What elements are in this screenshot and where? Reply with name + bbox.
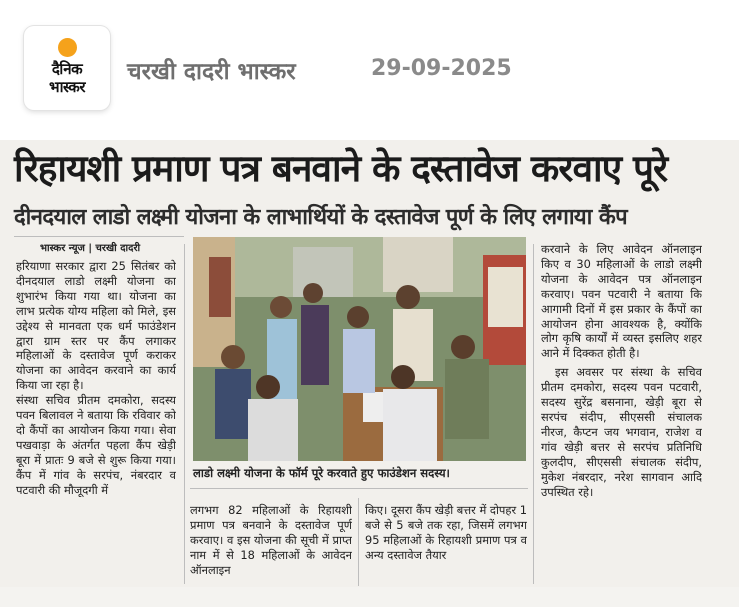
article-headline: रिहायशी प्रमाण पत्र बनवाने के दस्तावेज करवाए पूरे bbox=[14, 147, 668, 190]
article-photo bbox=[193, 237, 526, 461]
edition-name: चरखी दादरी भास्कर bbox=[127, 59, 296, 85]
article-column-2 bbox=[190, 503, 352, 587]
dainik-bhaskar-logo[interactable] bbox=[24, 26, 110, 110]
paragraph: संस्था सचिव प्रीतम दमकोरा, सदस्य पवन बिलावल ने बताया कि रविवार को दो कैंपों का आयोजन किया गया। सेवा पखवाड़ा के अंतर्गत पहला कैंप खेड़ी बूरा में प्रातः 9 बजे से शुरू किया गया। कैंप में गांव के सरपंच, नंबरदार व पटवारी की मौजूदगी में bbox=[16, 393, 176, 497]
paragraph: करवाने के लिए आवेदन ऑनलाइन किए व 30 महिलाओं के लाडो लक्ष्मी योजना के आवेदन पत्र ऑनलाइन करवाए। पवन पटवारी ने बताया कि आगामी दिनों में इस प्रकार के कैंपों का आयोजन होना आवश्यक है, क्योंकि लोग कृषि कार्यों में व्यस्त इसलिए शहर आने में दिक्कत होती है। bbox=[541, 242, 702, 361]
column-divider bbox=[358, 498, 359, 586]
paragraph: लगभग 82 महिलाओं के रिहायशी प्रमाण पत्र बनवाने के दस्तावेज पूर्ण करवाए। व इस योजना की सूची में प्राप्त नाम में से 18 महिलाओं के आवेदन ऑनलाइन bbox=[190, 503, 352, 577]
divider bbox=[190, 488, 528, 489]
article-byline: भास्कर न्यूज | चरखी दादरी bbox=[40, 243, 141, 254]
column-divider bbox=[184, 244, 185, 584]
photo-caption: लाडो लक्ष्मी योजना के फॉर्म पूरे करवाते हुए फाउंडेशन सदस्य। bbox=[193, 466, 450, 480]
divider bbox=[14, 236, 184, 237]
logo-text-line2: भास्कर bbox=[49, 78, 85, 96]
app-header bbox=[0, 0, 739, 130]
article-column-3 bbox=[365, 503, 527, 587]
paragraph: इस अवसर पर संस्था के सचिव प्रीतम दमकोरा, सदस्य पवन पटवारी, सदस्य सुरेंद्र बसनाना, खेड़ी बूरा से सरपंच संदीप, सीएससी संचालक नीरज, कैप्टन जय भगवान, राजेश व गांव खेड़ी बत्तर से सरपंच प्रतिनिधि कुलदीप, सीएससी संचालक संदीप, मुकेश नंबरदार, नरेश सागवान आदि उपस्थित रहे। bbox=[541, 365, 702, 499]
column-divider bbox=[533, 244, 534, 584]
paragraph: हरियाणा सरकार द्वारा 25 सितंबर को दीनदयाल लाडो लक्ष्मी योजना का शुभारंभ किया गया था। योजना का लाभ प्रत्येक योग्य महिला को मिले, इस उद्देश्य से मानवता एक धर्म फाउंडेशन द्वारा ग्राम स्तर पर कैंप लगाकर महिलाओं के दस्तावेज पूर्ण कराकर योजना का आवेदन करवाने का कार्य किया जा रहा है। bbox=[16, 259, 176, 393]
article-column-1 bbox=[16, 259, 176, 587]
article-column-4 bbox=[541, 242, 702, 587]
clipping-edge bbox=[0, 587, 739, 607]
edition-date: 29-09-2025 bbox=[371, 56, 512, 81]
logo-text-line1: दैनिक bbox=[51, 60, 83, 78]
article-subheadline: दीनदयाल लाडो लक्ष्मी योजना के लाभार्थियों के दस्तावेज पूर्ण के लिए लगाया कैंप bbox=[14, 205, 628, 230]
sun-icon bbox=[58, 38, 77, 57]
paragraph: किए। दूसरा कैंप खेड़ी बत्तर में दोपहर 1 बजे से 5 बजे तक रहा, जिसमें लगभग 95 महिलाओं के रिहायशी प्रमाण पत्र व अन्य दस्तावेज तैयार bbox=[365, 503, 527, 562]
